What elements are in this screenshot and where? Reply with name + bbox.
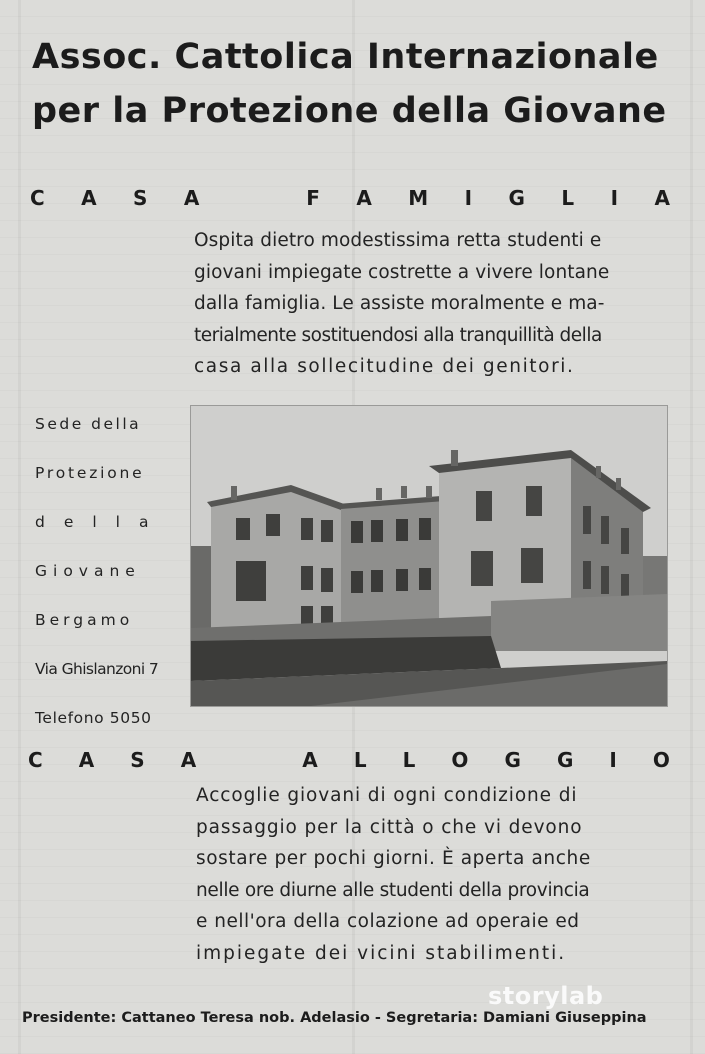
- footer-officers: Presidente: Cattaneo Teresa nob. Adelasio - Segretaria: Damiani Giuseppina: [22, 1010, 647, 1026]
- background-column-rule: [690, 0, 693, 1054]
- text-line: impiegate dei vicini stabilimenti.: [196, 942, 567, 964]
- text-line: casa alla sollecitudine dei genitori.: [194, 356, 575, 377]
- heading-letter: L: [402, 748, 416, 772]
- heading-letter: C: [30, 186, 45, 210]
- title-line-1: Assoc. Cattolica Internazionale: [32, 37, 659, 77]
- heading-letter: G: [556, 748, 574, 772]
- heading-letter: S: [133, 186, 148, 210]
- text-line: nelle ore diurne alle studenti della provincia: [196, 879, 590, 901]
- casa-famiglia-description: [194, 225, 666, 383]
- casa-alloggio-description: [196, 780, 670, 969]
- address-line: Bergamo: [35, 611, 134, 629]
- text-line: terialmente sostituendosi alla tranquillità della: [194, 324, 602, 346]
- heading-letter: L: [353, 748, 367, 772]
- text-line: Accoglie giovani di ogni condizione di: [196, 785, 578, 806]
- heading-letter: A: [356, 186, 372, 210]
- address-line: della: [35, 513, 168, 531]
- text-line: Ospita dietro modestissima retta studenti e: [194, 230, 602, 251]
- heading-letter: I: [610, 186, 619, 210]
- heading-letter: G: [504, 748, 521, 772]
- heading-letter: I: [609, 748, 617, 772]
- heading-letter: O: [652, 748, 670, 772]
- heading-letter: S: [130, 748, 145, 772]
- heading-letter: L: [561, 186, 575, 210]
- address-block: [35, 400, 180, 743]
- text-line: sostare per pochi giorni. È aperta anche: [196, 848, 591, 869]
- text-line: passaggio per la città o che vi devono: [196, 816, 583, 838]
- heading-letter: G: [508, 186, 525, 210]
- heading-letter: A: [180, 748, 197, 772]
- title-line-2: per la Protezione della Giovane: [32, 91, 667, 131]
- page-title: [32, 30, 672, 138]
- heading-letter: O: [451, 748, 469, 772]
- address-line: Giovane: [35, 562, 141, 580]
- heading-gap: [232, 748, 266, 772]
- section-heading-casa-alloggio: [28, 748, 670, 772]
- heading-letter: F: [306, 186, 320, 210]
- text-line: giovani impiegate costrette a vivere lontane: [194, 261, 610, 283]
- storylab-watermark: storylab: [488, 982, 604, 1010]
- building-illustration: [191, 406, 667, 706]
- heading-letter: M: [408, 186, 429, 210]
- heading-letter: I: [464, 186, 473, 210]
- heading-letter: A: [183, 186, 200, 210]
- heading-letter: A: [81, 186, 97, 210]
- building-photograph: [190, 405, 668, 707]
- heading-letter: A: [78, 748, 95, 772]
- heading-letter: C: [28, 748, 43, 772]
- text-line: e nell'ora della colazione ad operaie ed: [196, 911, 580, 932]
- section-heading-casa-famiglia: [30, 186, 670, 210]
- address-line: Via Ghislanzoni 7: [35, 660, 159, 678]
- text-line: dalla famiglia. Le assiste moralmente e ma-: [194, 293, 605, 314]
- heading-letter: A: [654, 186, 670, 210]
- address-line: Sede della: [35, 415, 142, 433]
- heading-gap: [236, 186, 270, 210]
- heading-letter: A: [302, 748, 318, 772]
- address-line: Protezione: [35, 464, 145, 482]
- background-column-rule: [18, 0, 21, 1054]
- address-line: Telefono 5050: [35, 709, 152, 727]
